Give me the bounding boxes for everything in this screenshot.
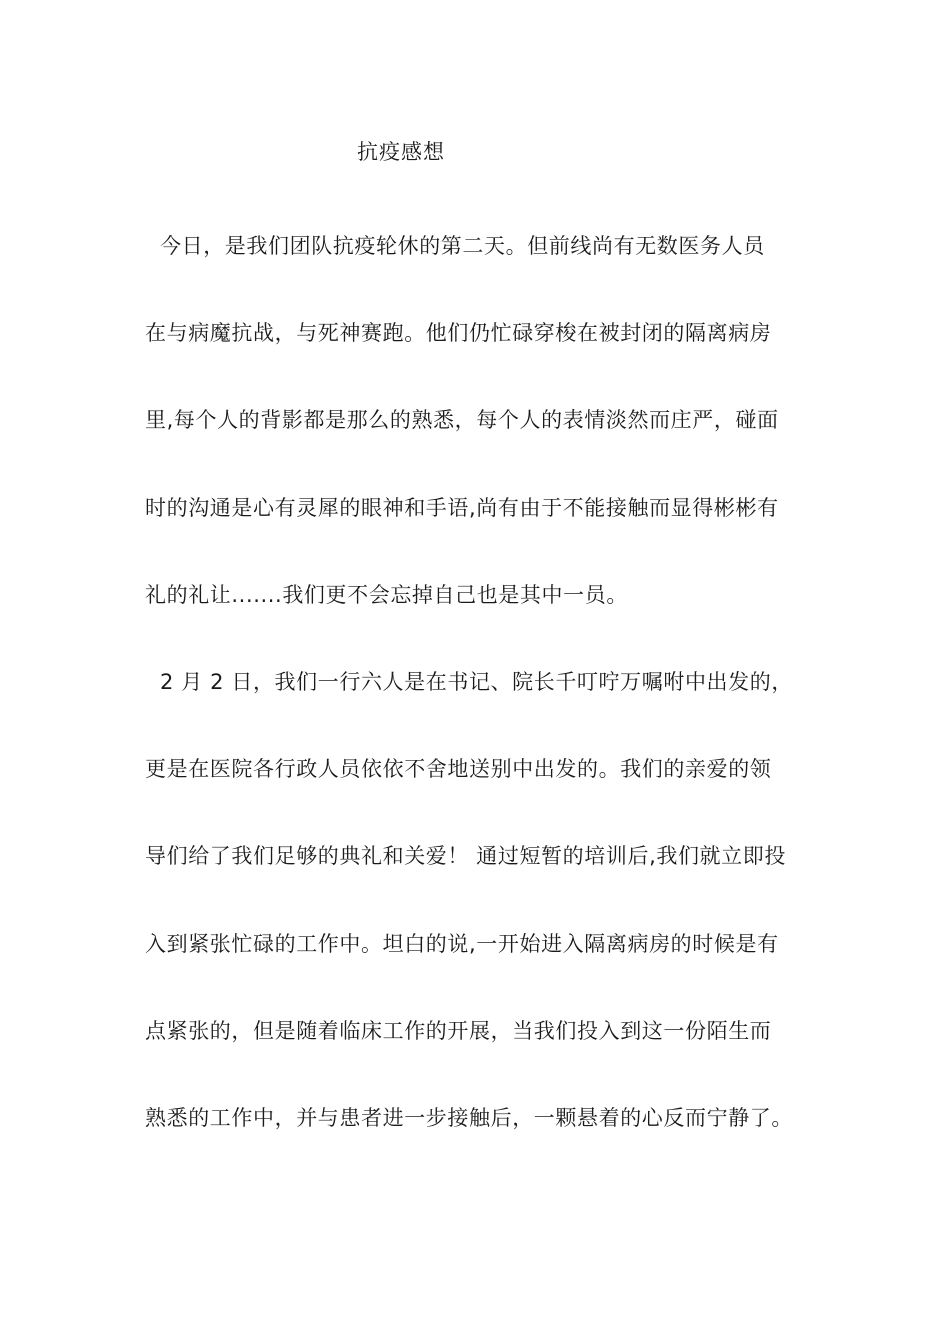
paragraph-1-line-2: 在与病魔抗战，与死神赛跑。他们仍忙碌穿梭在被封闭的隔离病房 xyxy=(145,321,772,346)
paragraph-1-line-1: 今日，是我们团队抗疫轮休的第二天。但前线尚有无数医务人员 xyxy=(160,234,765,258)
paragraph-2-line-2: 更是在医院各行政人员依依不舍地送别中出发的。我们的亲爱的领 xyxy=(145,757,772,782)
paragraph-2-line-6: 熟悉的工作中，并与患者进一步接触后，一颗悬着的心反而宁静了。 xyxy=(145,1105,793,1130)
document-body xyxy=(145,230,815,1189)
paragraph-2-line-5: 点紧张的，但是随着临床工作的开展，当我们投入到这一份陌生而 xyxy=(145,1018,772,1043)
paragraph-2-line-1: 2 月 2 日，我们一行六人是在书记、院长千叮咛万嘱咐中出发的， xyxy=(160,669,793,694)
paragraph-2-line-4: 入到紧张忙碌的工作中。坦白的说,一开始进入隔离病房的时候是有 xyxy=(145,931,779,956)
paragraph-1-line-4: 时的沟通是心有灵犀的眼神和手语,尚有由于不能接触而显得彬彬有 xyxy=(145,495,779,520)
paragraph-1-line-5: 礼的礼让.......我们更不会忘掉自己也是其中一员。 xyxy=(145,582,628,607)
paragraph-1-line-3: 里,每个人的背影都是那么的熟悉，每个人的表情淡然而庄严，碰面 xyxy=(145,408,779,433)
document-title: 抗疫感想 xyxy=(357,140,445,164)
paragraph-2-line-3: 导们给了我们足够的典礼和关爱！ 通过短暂的培训后,我们就立即投 xyxy=(145,844,786,869)
